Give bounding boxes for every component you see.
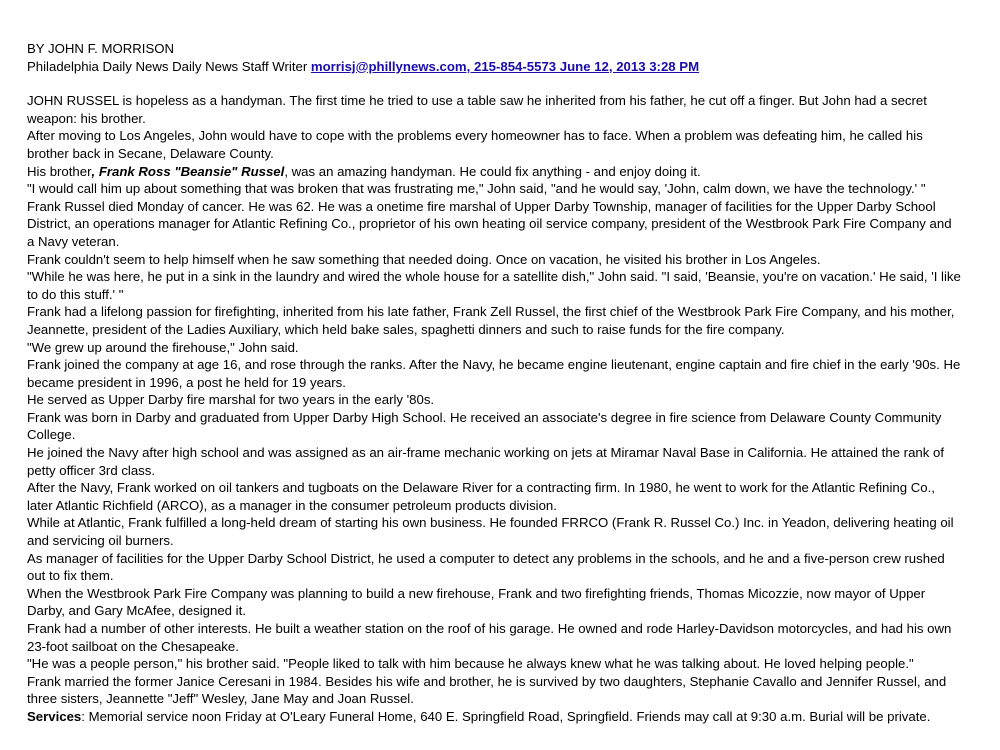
paragraph: "We grew up around the firehouse," John said.	[27, 339, 299, 355]
staff-title: Philadelphia Daily News Daily News Staff Writer	[27, 58, 308, 74]
author-line: BY JOHN F. MORRISON	[27, 41, 175, 56]
paragraph: Frank had a lifelong passion for firefighting, inherited from his late father, Frank Zell Russel, the first chief of the Westbrook Park Fire Company, and his mother, Jeannette, president of the Ladies Auxiliary, which held bake sales, spaghetti dinners and such to raise funds for the fire company.	[27, 304, 955, 337]
paragraph: After moving to Los Angeles, John would have to cope with the problems every homeowner has to face. When a problem was defeating him, he called his brother back in Secane, Delaware County.	[27, 128, 923, 161]
paragraph: He served as Upper Darby fire marshal for two years in the early '80s.	[27, 392, 435, 408]
spacer	[27, 75, 962, 92]
services-line	[27, 708, 962, 726]
paragraph: Frank was born in Darby and graduated from Upper Darby High School. He received an associate's degree in fire science from Delaware County Community College.	[27, 409, 942, 443]
services-text: : Memorial service noon Friday at O'Leary Funeral Home, 640 E. Springfield Road, Springfield. Friends may call at 9:30 a.m. Burial will be private.	[81, 708, 931, 724]
paragraph: "He was a people person," his brother said. "People liked to talk with him because he always knew what he was talking about. He loved helping people."	[27, 656, 914, 672]
paragraph: Frank couldn't seem to help himself when he saw something that needed doing. Once on vacation, he visited his brother in Los Angeles.	[27, 251, 821, 267]
paragraph: JOHN RUSSEL is hopeless as a handyman. The first time he tried to use a table saw he inherited from his father, he cut off a finger. But John had a secret weapon: his brother.	[27, 93, 927, 126]
paragraph: Frank Russel died Monday of cancer. He was 62. He was a onetime fire marshal of Upper Darby Township, manager of facilities for the Upper Darby School District, an operations manager for Atlantic Refining Co., proprietor of his own heating oil service company, president of the Westbrook Park Fire Company and a Navy veteran.	[27, 198, 952, 249]
staff-line	[27, 58, 962, 76]
paragraph-brother	[27, 163, 962, 181]
paragraph: As manager of facilities for the Upper Darby School District, he used a computer to detect any problems in the schools, and he and a five-person crew rushed out to fix them.	[27, 550, 945, 584]
brother-pre: His brother	[27, 163, 92, 179]
brother-name: , Frank Ross "Beansie" Russel	[91, 163, 285, 179]
paragraph: Frank married the former Janice Ceresani in 1984. Besides his wife and brother, he is survived by two daughters, Stephanie Cavallo and Jennifer Russel, and three sisters, Jeannette "Jeff" Wesley, Jane May and Joan Russel.	[27, 673, 947, 707]
paragraph: Frank joined the company at age 16, and rose through the ranks. After the Navy, he became engine lieutenant, engine captain and fire chief in the early '90s. He became president in 1996, a post he held for 19 years.	[27, 357, 961, 390]
services-label: Services	[27, 708, 82, 724]
article	[27, 40, 962, 726]
paragraph: While at Atlantic, Frank fulfilled a long-held dream of starting his own business. He founded FRRCO (Frank R. Russel Co.) Inc. in Yeadon, delivering heating oil and servicing oil burners.	[27, 515, 954, 549]
paragraph: When the Westbrook Park Fire Company was planning to build a new firehouse, Frank and two firefighting friends, Thomas Micozzie, now mayor of Upper Darby, and Gary McAfee, designed it.	[27, 585, 926, 619]
paragraph: "I would call him up about something that was broken that was frustrating me," John said, "and he would say, 'John, calm down, we have the technology.' "	[27, 181, 926, 197]
paragraph: He joined the Navy after high school and was assigned as an air-frame mechanic working on jets at Miramar Naval Base in California. He attained the rank of petty officer 3rd class.	[27, 445, 944, 478]
contact-link[interactable]: morrisj@phillynews.com, 215-854-5573 June 12, 2013 3:28 PM	[310, 58, 700, 74]
brother-post: , was an amazing handyman. He could fix anything - and enjoy doing it.	[284, 163, 701, 179]
paragraph: After the Navy, Frank worked on oil tankers and tugboats on the Delaware River for a contracting firm. In 1980, he went to work for the Atlantic Refining Co., later Atlantic Richfield (ARCO), as a manager in the consumer petroleum products division.	[27, 480, 935, 513]
paragraph: Frank had a number of other interests. He built a weather station on the roof of his garage. He owned and rode Harley-Davidson motorcycles, and had his own 23-foot sailboat on the Chesapeake.	[27, 621, 952, 654]
paragraph: "While he was here, he put in a sink in the laundry and wired the whole house for a satellite dish," John said. "I said, 'Beansie, you're on vacation.' He said, 'I like to do this stuff.' "	[27, 269, 961, 302]
